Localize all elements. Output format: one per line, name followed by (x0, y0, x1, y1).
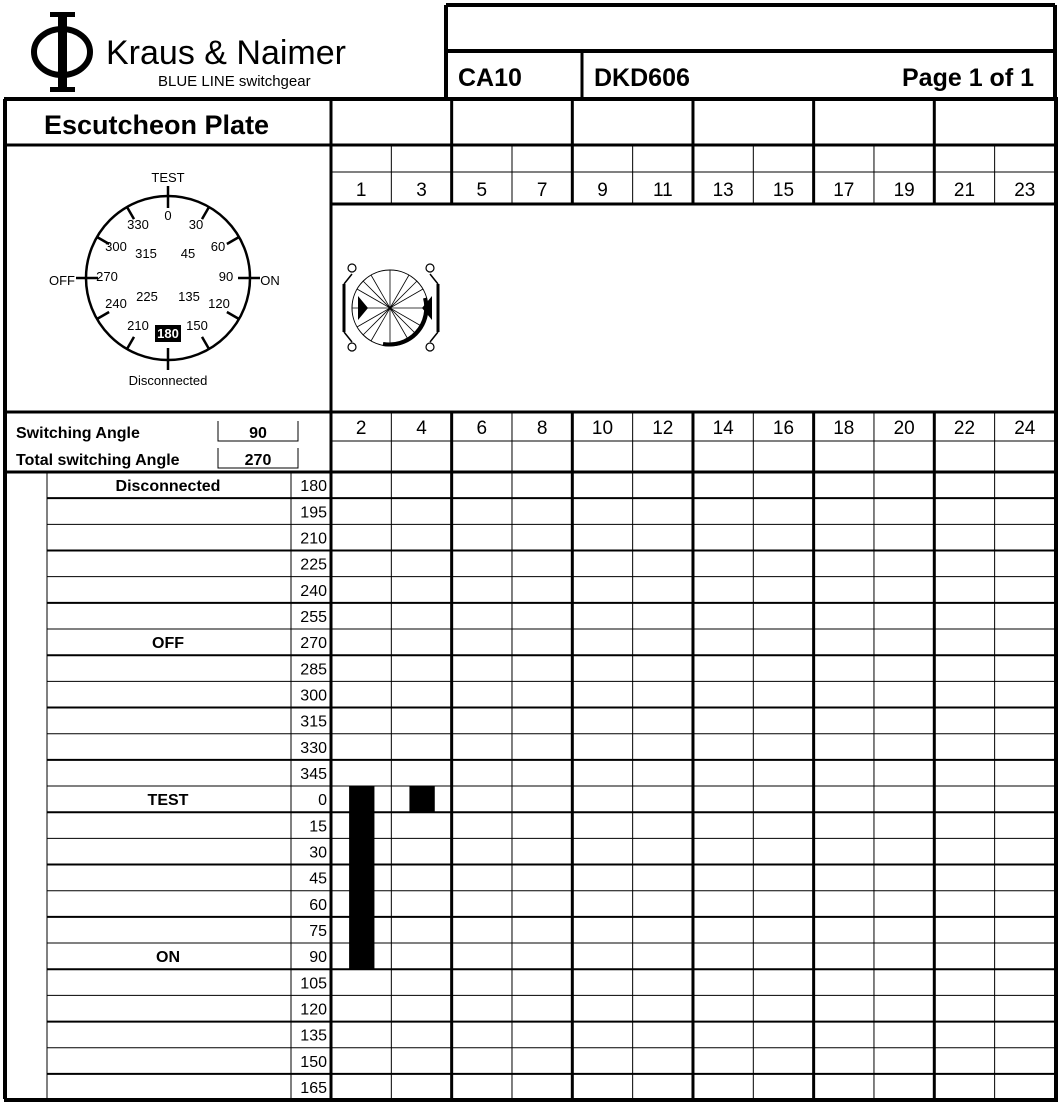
dial-angle-150: 150 (186, 318, 208, 333)
contact-number-top: 21 (953, 180, 976, 201)
position-angle: 330 (300, 739, 327, 757)
contact-symbol (344, 264, 438, 351)
position-angle: 105 (300, 975, 327, 993)
contact-number-top: 3 (416, 180, 427, 201)
dial-angle-240: 240 (105, 296, 127, 311)
logo-subtitle: BLUE LINE switchgear (158, 73, 311, 90)
contact-number-bottom: 6 (476, 418, 488, 439)
dial-angle-210: 210 (127, 318, 149, 333)
contact-number-bottom: 4 (416, 418, 427, 439)
position-angle: 165 (300, 1079, 327, 1097)
dial-angle-0: 0 (164, 208, 172, 223)
position-angle: 60 (309, 896, 327, 914)
position-angle: 345 (300, 765, 327, 783)
dial-angle-labels (96, 208, 233, 342)
dial-angle-90: 90 (218, 269, 234, 284)
position-angle: 240 (300, 582, 327, 600)
contact-number-bottom: 18 (833, 418, 855, 439)
contact-number-top: 1 (355, 180, 367, 201)
position-angle: 315 (300, 713, 327, 731)
dial-angle-60: 60 (210, 239, 226, 254)
position-angle: 255 (300, 608, 327, 626)
contact-number-top: 23 (1014, 180, 1036, 201)
position-label: ON (156, 949, 180, 967)
position-angle: 195 (300, 504, 327, 522)
position-angle: 15 (309, 818, 327, 836)
contact-number-top: 7 (536, 180, 548, 201)
contact-number-bottom: 14 (712, 418, 734, 439)
contact-number-bottom: 24 (1014, 418, 1036, 439)
position-angle: 135 (300, 1027, 327, 1045)
position-angle: 120 (300, 1001, 327, 1019)
dial-tick (202, 337, 209, 349)
dial-angle-120: 120 (208, 296, 230, 311)
type-code: DKD606 (594, 64, 690, 92)
contact-number-top: 13 (712, 180, 734, 201)
logo-name: Kraus & Naimer (106, 34, 346, 72)
dial-angle-330: 330 (127, 217, 149, 232)
dial-angle-315: 315 (135, 246, 157, 261)
contact-number-top: 19 (893, 180, 915, 201)
position-rows (116, 478, 328, 1097)
position-angle: 90 (309, 949, 327, 967)
contact-number-top: 5 (476, 180, 488, 201)
position-angle: 300 (300, 687, 327, 705)
page-indicator: Page 1 of 1 (902, 64, 1034, 92)
logo (34, 12, 346, 92)
closed-contact-bars (349, 786, 435, 969)
contact-number-bottom: 16 (772, 418, 795, 439)
closed-contact-bar (409, 786, 434, 812)
position-angle: 150 (300, 1053, 327, 1071)
position-label: Disconnected (115, 478, 221, 496)
dial-tick (97, 312, 109, 319)
dial-angle-135: 135 (178, 289, 200, 304)
dial-label-test: TEST (151, 170, 185, 185)
total-switching-angle-label: Total switching Angle (16, 452, 180, 469)
dial-label-off: OFF (49, 273, 75, 288)
contact-number-top: 15 (772, 180, 795, 201)
dial-angle-270: 270 (96, 269, 118, 284)
series-code: CA10 (458, 64, 522, 92)
dial-label-disconnected: Disconnected (128, 373, 208, 388)
closed-contact-bar (349, 786, 374, 969)
contact-number-top: 17 (833, 180, 855, 201)
position-angle: 75 (309, 922, 327, 940)
position-angle: 30 (309, 844, 327, 862)
contact-number-bottom: 22 (953, 418, 976, 439)
position-label: OFF (152, 635, 184, 653)
dial-angle-45: 45 (180, 246, 196, 261)
position-angle: 180 (300, 478, 327, 496)
contact-number-top: 9 (597, 180, 608, 201)
position-angle: 45 (309, 870, 327, 888)
position-angle: 285 (300, 661, 327, 679)
dial-angle-30: 30 (188, 217, 204, 232)
dial-angle-180: 180 (157, 326, 179, 341)
dial-label-on: ON (260, 273, 280, 288)
switching-angle-label: Switching Angle (16, 425, 140, 442)
contact-number-bottom: 8 (536, 418, 548, 439)
position-angle: 0 (318, 792, 327, 810)
phi-logo-icon (34, 12, 90, 92)
total-switching-angle-value: 270 (244, 452, 272, 469)
contact-number-bottom: 2 (355, 418, 367, 439)
dial-angle-300: 300 (105, 239, 127, 254)
position-angle: 270 (300, 635, 327, 653)
dial-tick (227, 237, 239, 244)
position-angle: 210 (300, 530, 327, 548)
position-angle: 225 (300, 556, 327, 574)
dial-angle-225: 225 (136, 289, 158, 304)
position-label: TEST (147, 792, 189, 810)
switching-angle-value: 90 (249, 425, 267, 442)
contact-number-top: 11 (652, 180, 673, 201)
contact-number-bottom: 10 (591, 418, 614, 439)
escutcheon-title: Escutcheon Plate (44, 110, 270, 140)
contact-number-bottom: 12 (652, 418, 674, 439)
dial-tick (127, 337, 134, 349)
contact-number-bottom: 20 (893, 418, 915, 439)
dial-tick (227, 312, 239, 319)
